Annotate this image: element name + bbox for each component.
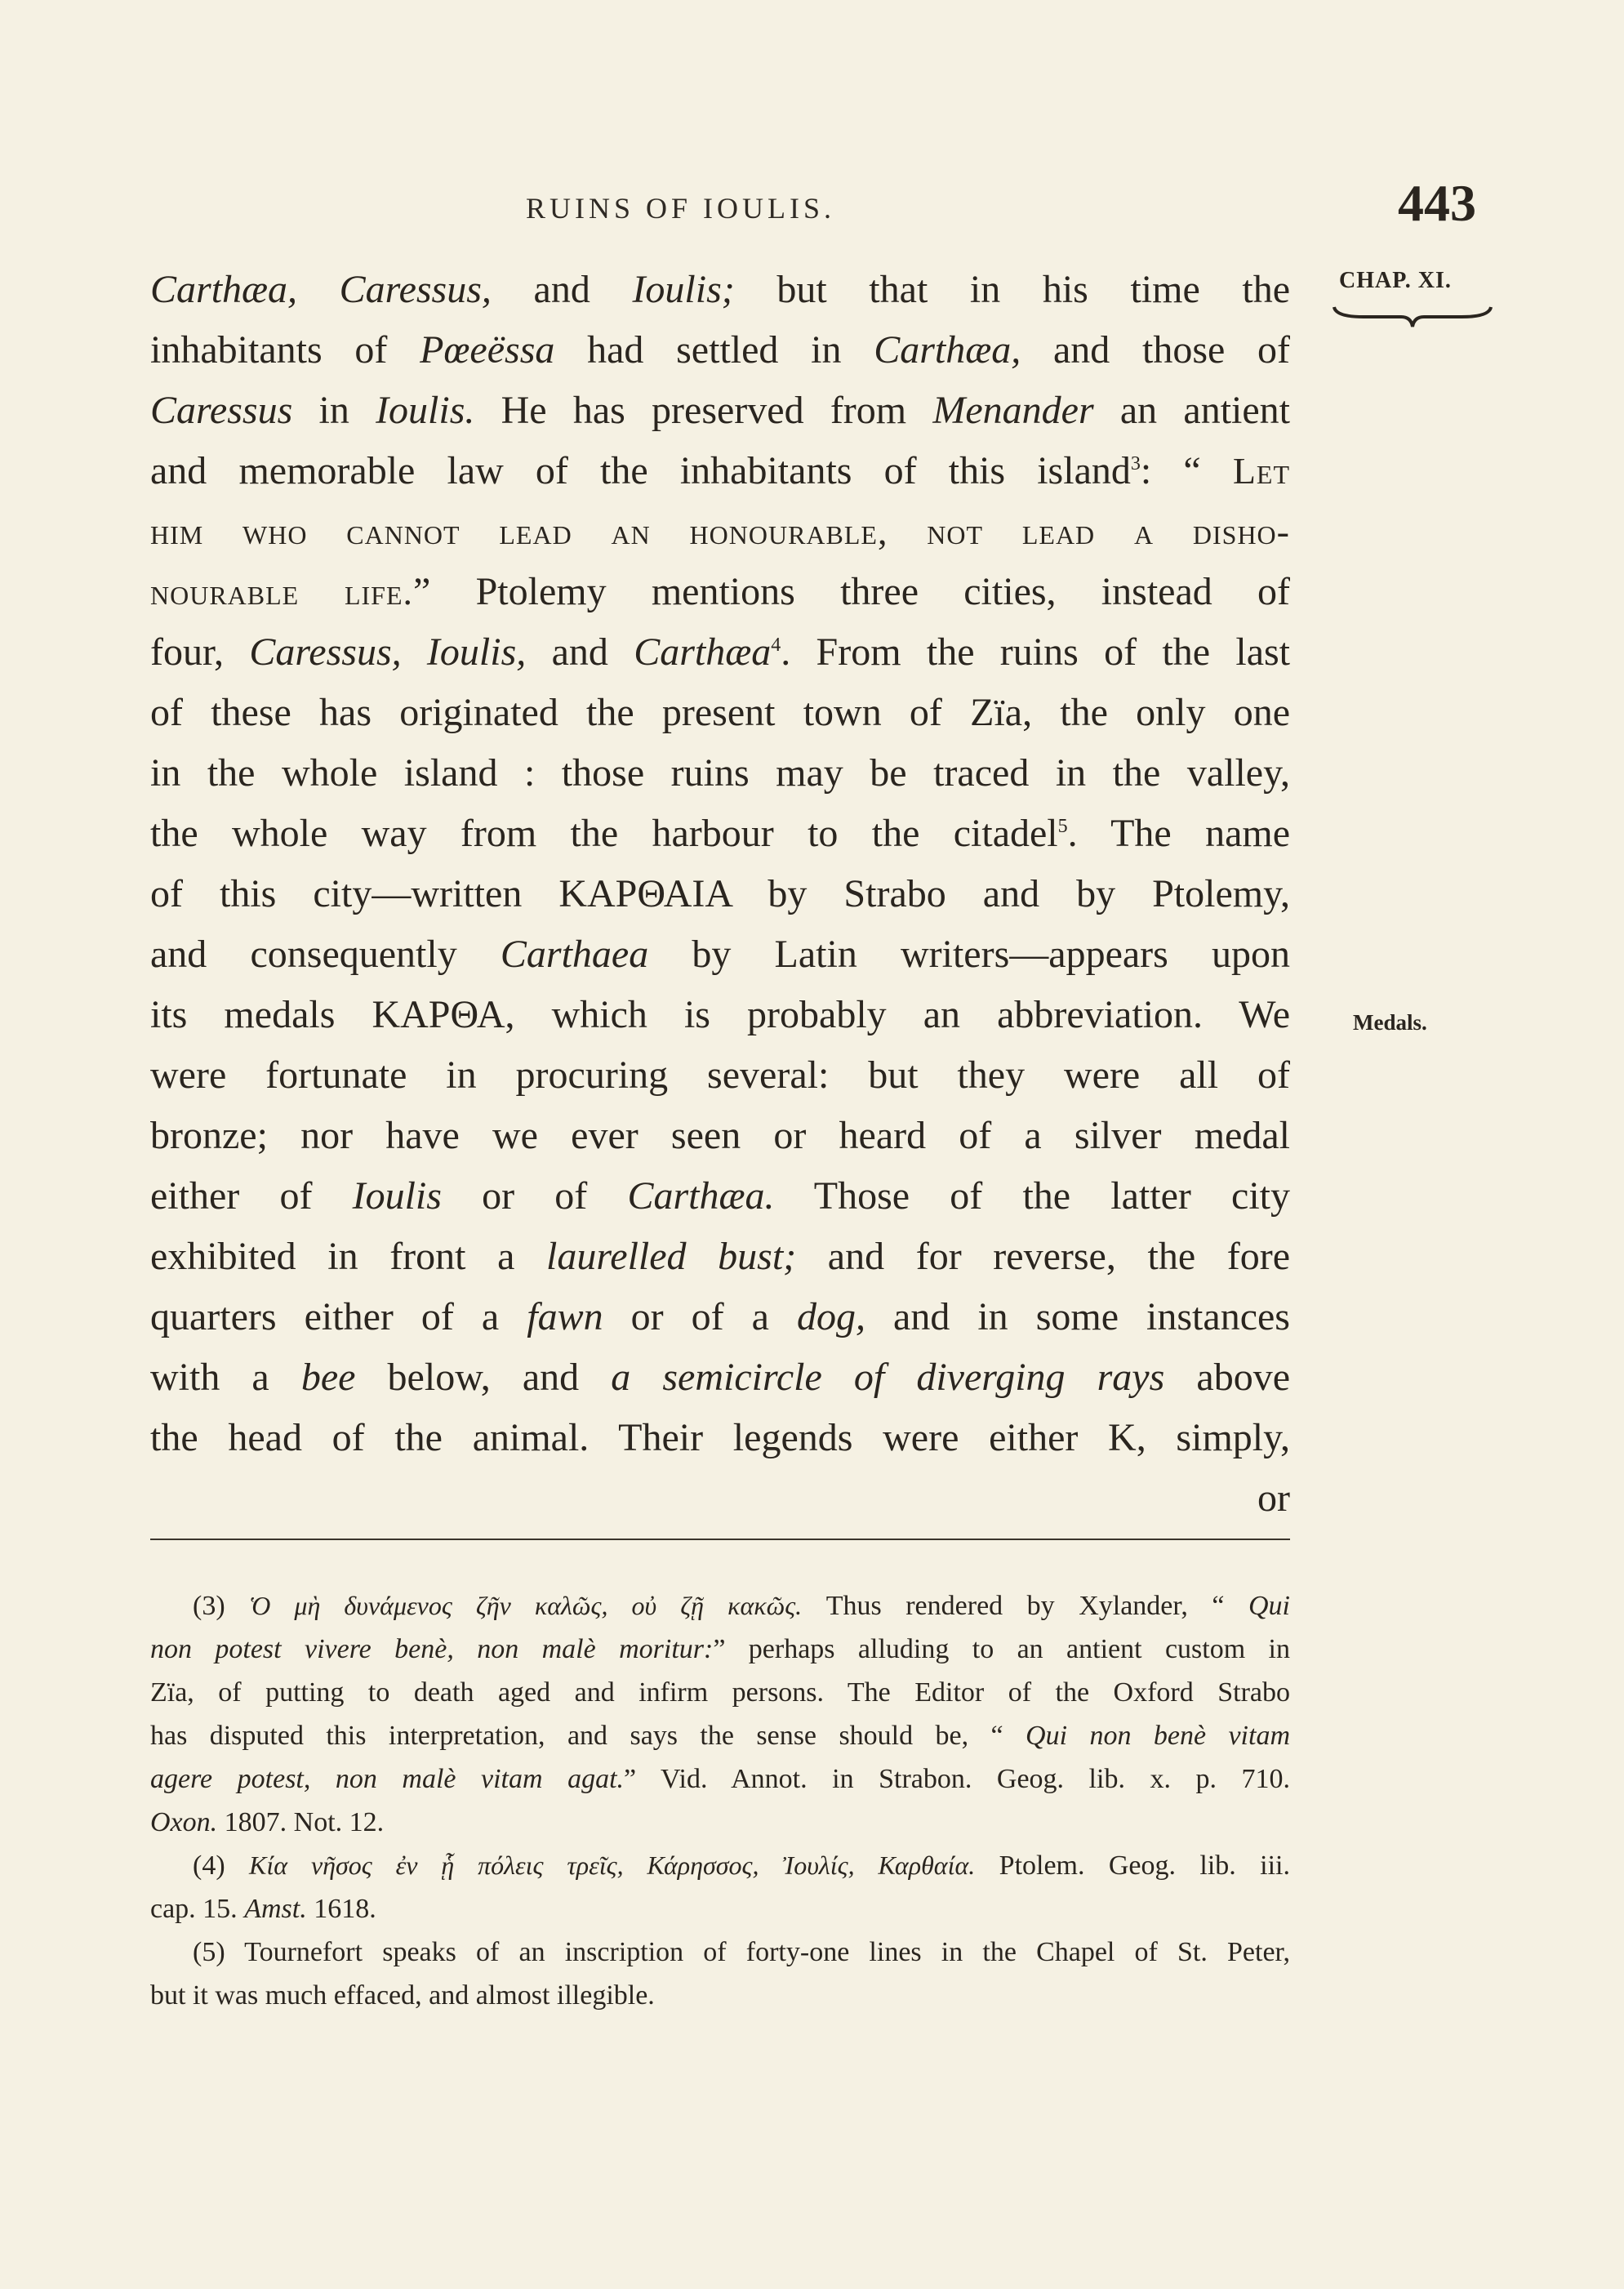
footnote-4-line-1	[150, 1844, 1290, 1887]
text-line-12	[150, 924, 1290, 985]
text-span: in	[292, 389, 376, 432]
text-span: and consequently	[150, 933, 501, 976]
text-line-11	[150, 864, 1290, 924]
text-span: its medals ΚΑΡΘΑ, which is probably an abbreviation. We	[150, 993, 1290, 1036]
text-span: Amst.	[244, 1894, 307, 1924]
footnote-3-line-1	[150, 1584, 1290, 1628]
text-span: Those of the latter city	[774, 1174, 1291, 1218]
text-line-13	[150, 985, 1290, 1045]
text-line-8	[150, 683, 1290, 743]
brace-ornament	[1331, 302, 1494, 335]
text-span: an antient	[1093, 389, 1291, 432]
text-span: . From the ruins of the last	[781, 630, 1291, 674]
text-span: a semicircle of diverging rays	[611, 1356, 1165, 1399]
text-span: . The name	[1067, 812, 1291, 855]
text-span: Menander	[932, 389, 1094, 432]
text-span: Carthæa.	[627, 1174, 775, 1218]
text-span: the head of the animal. Their legends were either Κ, simply,	[150, 1416, 1290, 1459]
text-line-6	[150, 562, 1290, 622]
text-span: laurelled bust;	[546, 1235, 797, 1278]
text-span: non potest vivere benè, non malè moritur:	[150, 1634, 714, 1664]
main-text	[150, 260, 1290, 1529]
catchword	[150, 1468, 1290, 1529]
text-span: Carthæa	[634, 630, 772, 674]
text-span: Thus rendered by Xylander, “	[802, 1591, 1248, 1621]
text-span: : “	[1140, 449, 1233, 492]
text-span: above	[1164, 1356, 1291, 1399]
text-line-4	[150, 441, 1290, 501]
footnote-3-line-4	[150, 1714, 1290, 1757]
text-span: below, and	[355, 1356, 612, 1399]
text-span: and	[491, 268, 633, 311]
text-span: four,	[150, 630, 250, 674]
text-span: by Latin writers—appears upon	[648, 933, 1290, 976]
text-span: cap. 15.	[150, 1894, 245, 1924]
text-span: (3)	[193, 1591, 250, 1621]
text-span: and memorable law of the inhabitants of this island	[150, 449, 1131, 492]
text-line-3	[150, 381, 1290, 441]
text-span: either of	[150, 1174, 353, 1218]
footnote-ref: 5	[1057, 816, 1068, 837]
footnote-5-line-1	[150, 1931, 1290, 1974]
text-span: Caressus, Ioulis,	[249, 630, 527, 674]
text-span: (5) Tournefort speaks of an inscription of forty-one lines in the Chapel of St. Peter,	[193, 1937, 1290, 1967]
brace-path	[1334, 307, 1491, 327]
footnote-3-line-2	[150, 1628, 1290, 1671]
text-span: Qui non benè vitam	[1026, 1721, 1291, 1751]
text-line-7	[150, 622, 1290, 683]
text-span: He has preserved from	[474, 389, 933, 432]
footnote-4-line-2	[150, 1887, 1290, 1931]
text-line-17	[150, 1227, 1290, 1287]
text-line-14	[150, 1045, 1290, 1106]
text-span: him who cannot lead an honourable, not lead a disho-	[150, 510, 1290, 552]
text-span: has disputed this interpretation, and says the sense should be, “	[150, 1721, 1026, 1751]
text-line-20	[150, 1408, 1290, 1468]
text-span: and those of	[1021, 328, 1290, 372]
text-span: (4)	[193, 1850, 250, 1881]
text-line-9	[150, 743, 1290, 804]
text-span: or of a	[603, 1295, 797, 1338]
footnote-5-line-2	[150, 1974, 1290, 2017]
footnote-3-line-6	[150, 1801, 1290, 1844]
text-line-5	[150, 501, 1290, 562]
footnote-ref: 3	[1130, 453, 1141, 474]
text-span: Ioulis	[352, 1174, 442, 1218]
text-span: ” Ptolemy mentions three cities, instead of	[413, 570, 1290, 613]
text-span: Caressus	[150, 389, 293, 432]
margin-note-medals: Medals.	[1353, 1010, 1427, 1035]
page-number: 443	[1398, 174, 1476, 232]
text-span: of these has originated the present town of Zïa, the only one	[150, 691, 1290, 734]
text-line-1	[150, 260, 1290, 320]
text-span: fawn	[527, 1295, 603, 1338]
text-line-18	[150, 1287, 1290, 1347]
text-span: Carthæa,	[874, 328, 1021, 372]
text-span: or	[1257, 1476, 1290, 1520]
text-span: the whole way from the harbour to the citadel	[150, 812, 1058, 855]
text-line-10	[150, 804, 1290, 864]
text-span: Zïa, of putting to death aged and infirm persons. The Editor of the Oxford Strabo	[150, 1677, 1290, 1708]
text-span: agere potest, non malè vitam agat.	[150, 1764, 625, 1794]
text-span: and	[526, 630, 634, 674]
text-span: nourable life.	[150, 571, 414, 612]
text-span: and for reverse, the fore	[796, 1235, 1291, 1278]
text-span: Qui	[1248, 1591, 1290, 1621]
text-span: Carthaea	[500, 933, 649, 976]
text-span: or of	[441, 1174, 628, 1218]
text-line-15	[150, 1106, 1290, 1166]
text-span: and in some instances	[865, 1295, 1290, 1338]
text-span: bronze; nor have we ever seen or heard of a silver medal	[150, 1114, 1290, 1157]
text-span: with a	[150, 1356, 301, 1399]
greek-quote: Κία νῆσος ἐν ᾗ πόλεις τρεῖς, Κάρησσος, Ἰουλίς, Καρθαία.	[249, 1850, 976, 1880]
running-title: RUINS OF IOULIS.	[526, 192, 836, 225]
footnote-ref: 4	[771, 635, 781, 656]
footnote-3-line-3	[150, 1671, 1290, 1714]
text-span: were fortunate in procuring several: but they were all of	[150, 1053, 1290, 1097]
text-span: Ioulis;	[632, 268, 735, 311]
text-span: Let	[1232, 450, 1291, 492]
greek-quote: Ὁ μὴ δυνάμενος ζῆν καλῶς, οὐ ζῇ κακῶς.	[249, 1591, 803, 1620]
text-span: ” perhaps alluding to an antient custom in	[713, 1634, 1291, 1664]
text-span: but that in his time the	[734, 268, 1290, 311]
text-span: 1807. Not. 12.	[217, 1807, 385, 1837]
text-line-2	[150, 320, 1290, 381]
text-span: ” Vid. Annot. in Strabon. Geog. lib. x. p. 710.	[624, 1764, 1290, 1794]
text-span: had settled in	[554, 328, 874, 372]
text-span: quarters either of a	[150, 1295, 527, 1338]
text-span: exhibited in front a	[150, 1235, 547, 1278]
footnote-rule	[150, 1539, 1290, 1540]
text-line-16	[150, 1166, 1290, 1227]
footnote-3-line-5	[150, 1757, 1290, 1801]
text-span: inhabitants of	[150, 328, 420, 372]
text-span: dog,	[796, 1295, 865, 1338]
text-span: but it was much effaced, and almost illegible.	[150, 1980, 655, 2011]
text-line-19	[150, 1347, 1290, 1408]
text-span: bee	[300, 1356, 356, 1399]
text-span: of this city—written ΚΑΡΘΑΙΑ by Strabo and by Ptolemy,	[150, 872, 1290, 915]
margin-chapter-label: CHAP. XI.	[1339, 268, 1452, 293]
text-span: 1618.	[306, 1894, 376, 1924]
text-span: in the whole island : those ruins may be traced in the valley,	[150, 751, 1290, 795]
footnotes	[150, 1584, 1290, 2017]
text-span: Oxon.	[150, 1807, 218, 1837]
text-span: Ioulis.	[376, 389, 475, 432]
text-span: Pœeëssa	[420, 328, 555, 372]
text-span: Ptolem. Geog. lib. iii.	[975, 1850, 1291, 1881]
text-span: Carthæa, Caressus,	[150, 268, 492, 311]
